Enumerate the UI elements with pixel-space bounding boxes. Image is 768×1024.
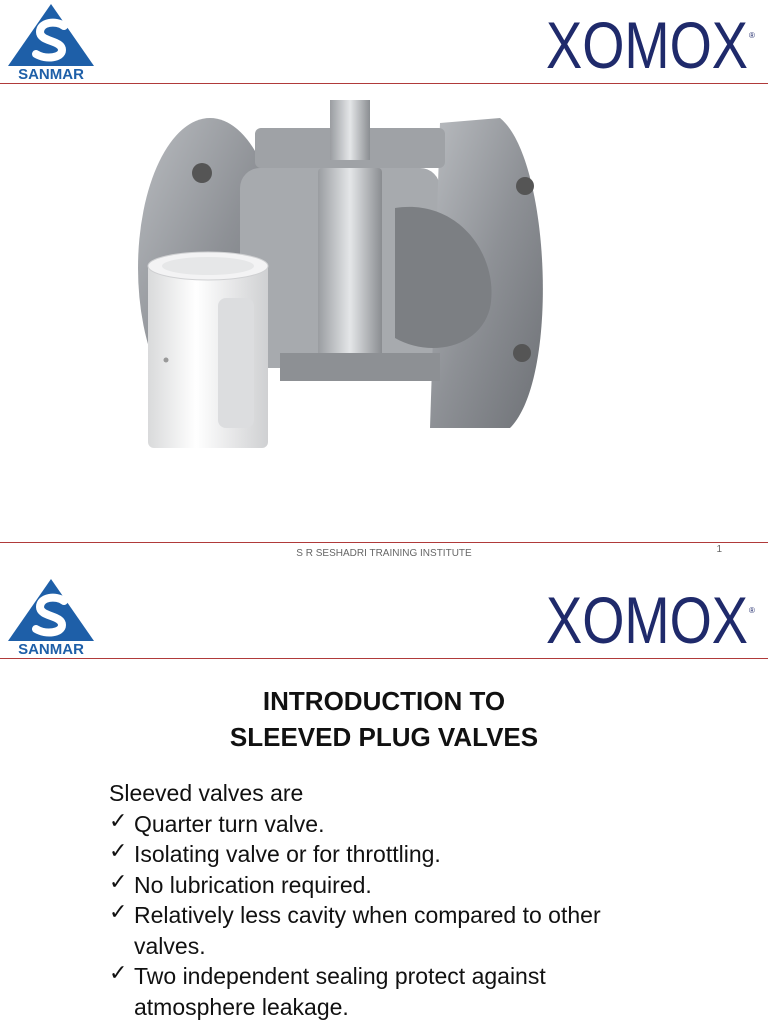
svg-text:SANMAR: SANMAR [18, 641, 84, 657]
svg-text:XOMOX: XOMOX [546, 583, 748, 653]
list-item: ✓ Isolating valve or for throttling. [109, 838, 441, 867]
check-icon: ✓ [109, 960, 128, 985]
header-rule [0, 83, 768, 84]
plug-valve-cutaway-image [130, 98, 570, 458]
svg-text:SANMAR: SANMAR [18, 66, 84, 82]
slide-title: INTRODUCTION TO SLEEVED PLUG VALVES [229, 686, 539, 752]
slide-separator [0, 542, 768, 543]
bullet-list [109, 809, 669, 1023]
svg-text:XOMOX: XOMOX [546, 8, 748, 78]
sanmar-logo [4, 577, 98, 657]
slide-body [109, 778, 669, 1022]
check-icon: ✓ [109, 899, 128, 924]
list-item: ✓ No lubrication required. [109, 868, 372, 898]
slide-number: 1 [716, 544, 722, 555]
svg-text:®: ® [749, 31, 755, 40]
list-item: ✓ Two independent sealing protect against atmosphere leakage. [109, 960, 546, 1020]
check-icon: ✓ [109, 838, 128, 863]
header-rule [0, 658, 768, 659]
sanmar-logo [4, 2, 98, 82]
slide-footer: S R SESHADRI TRAINING INSTITUTE [296, 548, 472, 559]
check-icon: ✓ [109, 868, 128, 894]
xomox-logo [546, 583, 758, 653]
check-icon: ✓ [109, 807, 128, 833]
list-item: ✓ Quarter turn valve. [109, 807, 325, 837]
xomox-logo [546, 8, 758, 78]
intro-text: Sleeved valves are [109, 780, 304, 806]
list-item: ✓ Relatively less cavity when compared to other valves. [109, 899, 601, 959]
svg-text:®: ® [749, 606, 755, 615]
